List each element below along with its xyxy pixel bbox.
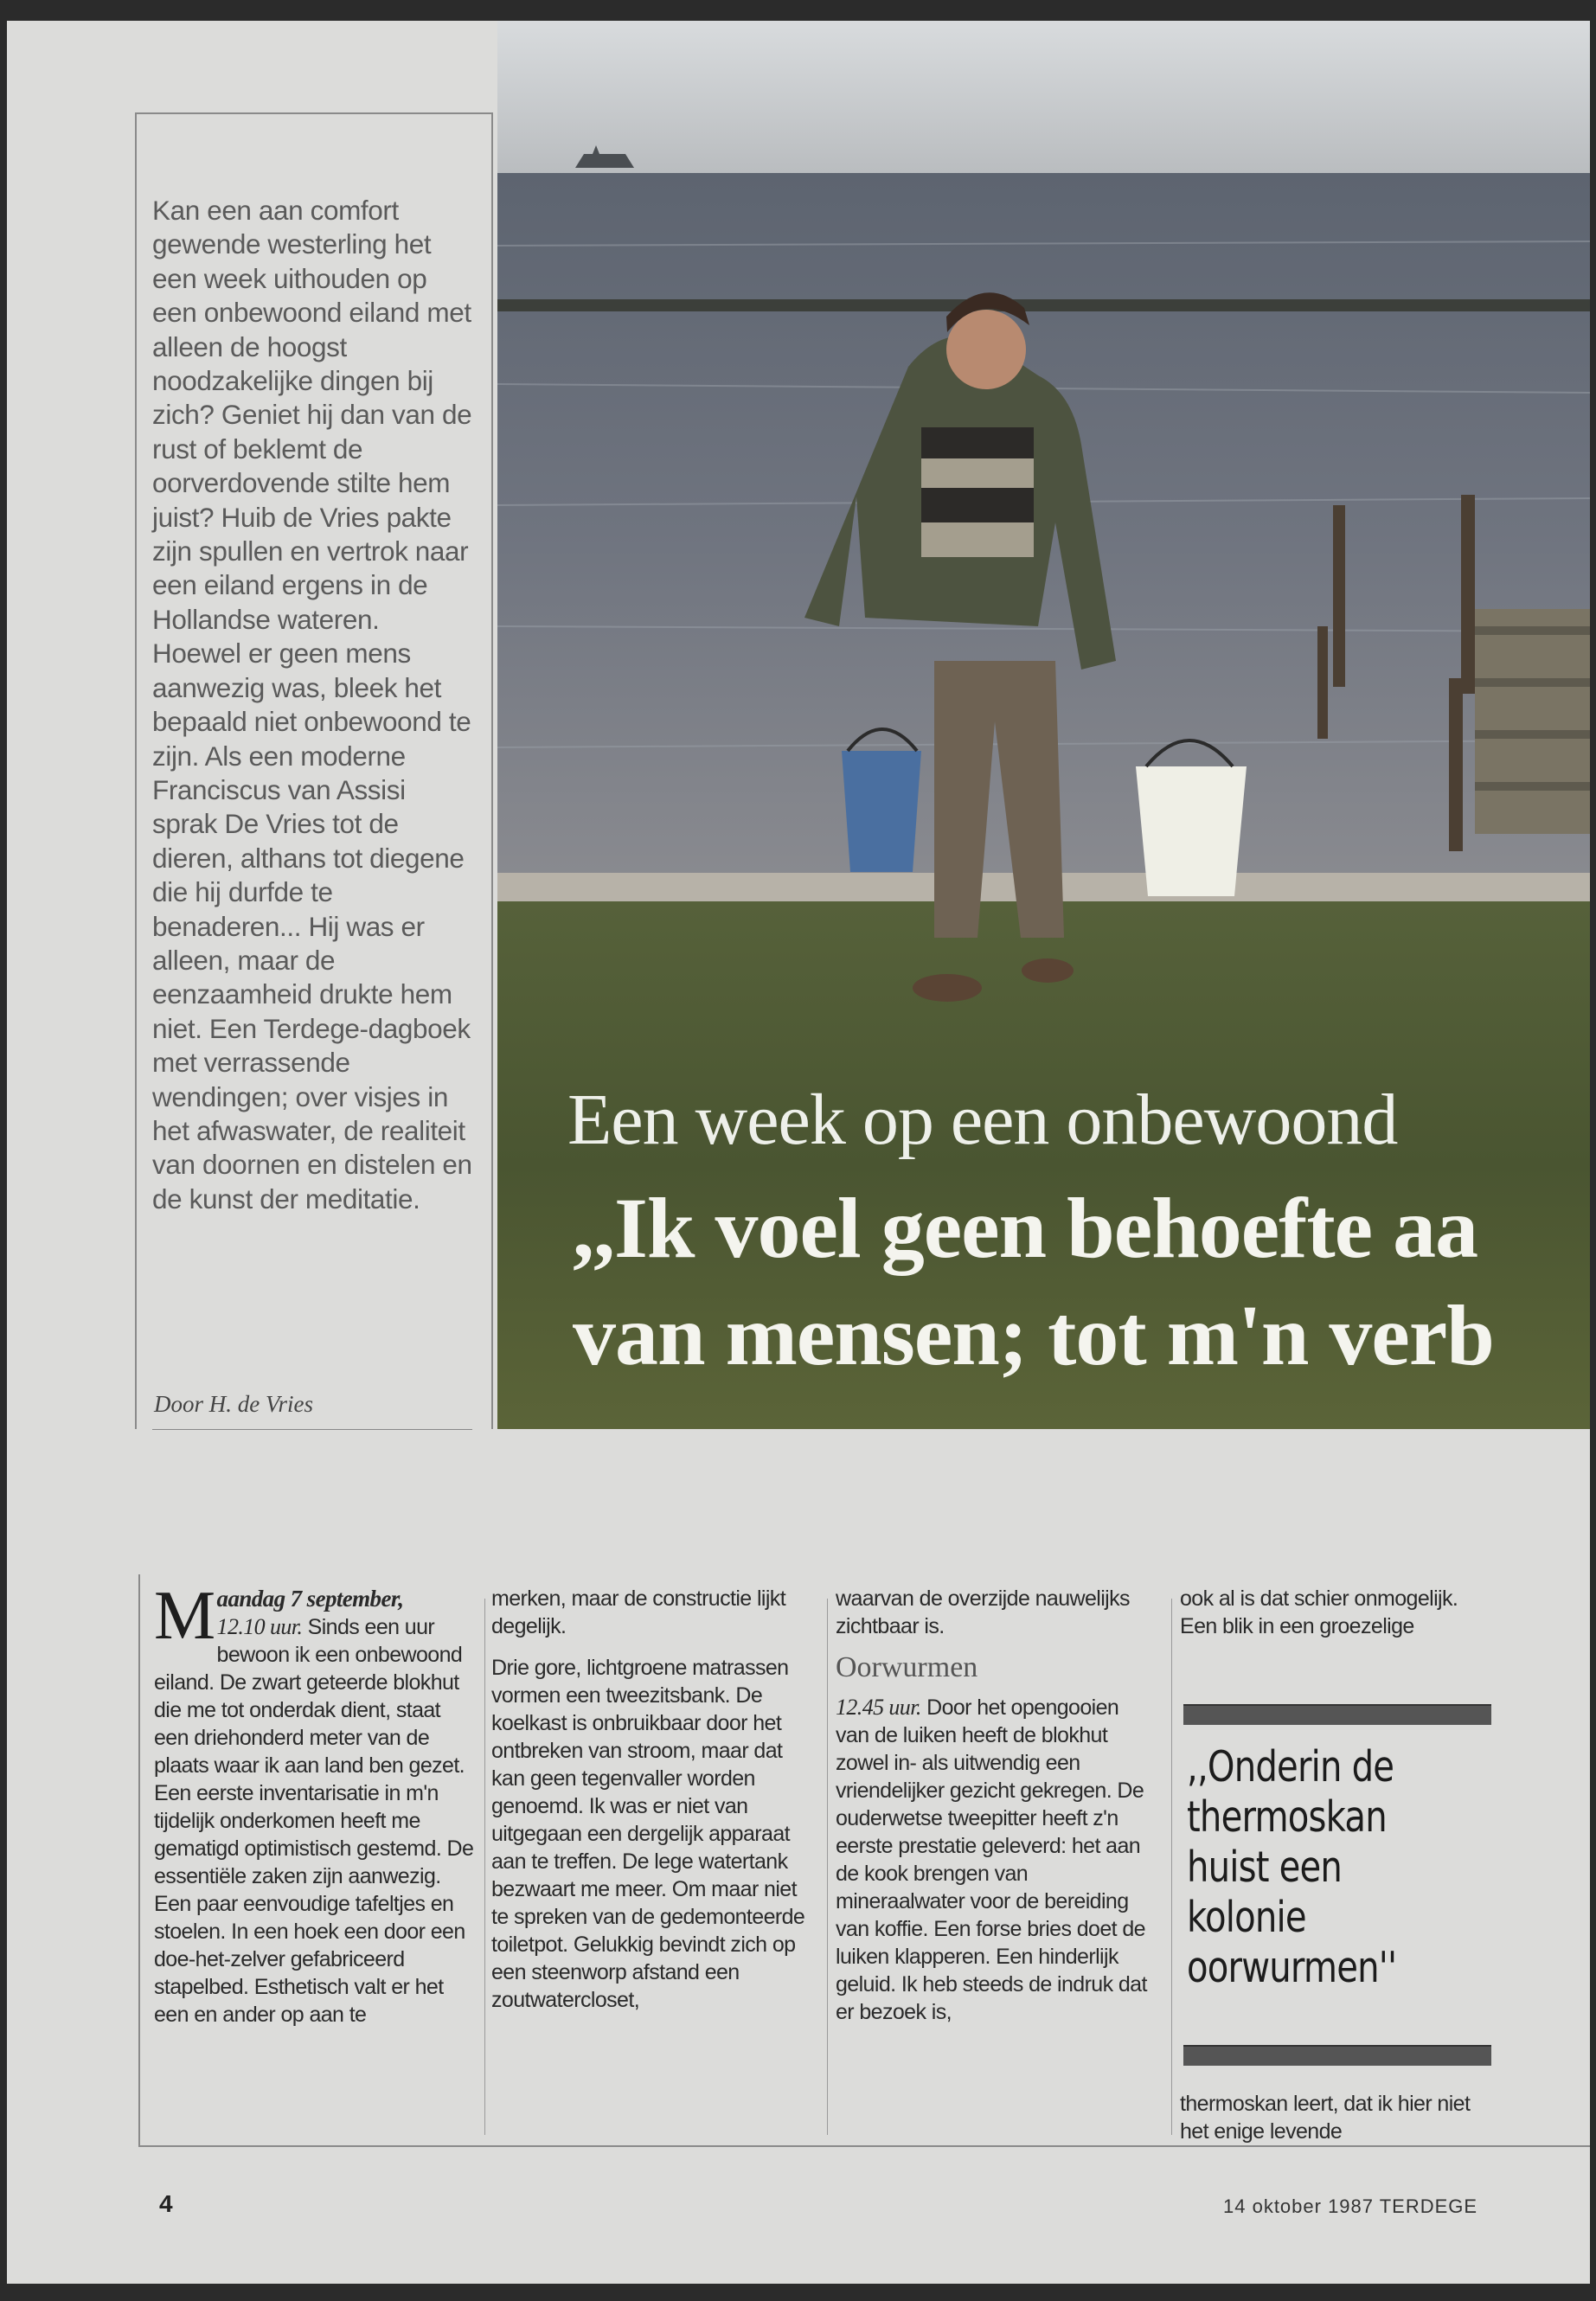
article-column-1 [154,1578,474,2029]
headline-line-2: ,,Ik voel geen behoefte aa [573,1180,1478,1276]
article-column-2 [491,1585,811,2028]
dateline: aandag 7 september, [216,1586,404,1612]
pullquote-bar-bottom [1183,2045,1491,2066]
pullquote-bar-top [1183,1704,1491,1725]
pullquote: ,,Onderin de thermoskan huist een kolonie oorwurmen'' [1187,1742,1397,1992]
byline-rule [152,1429,472,1430]
issue-line: 14 oktober 1987 TERDEGE [1223,2195,1478,2217]
section-subhead: Oorwurmen [836,1651,978,1683]
article-column-4 [1180,1585,1491,1640]
paragraph: Sinds een uur bewoon ik een onbewoond eiland. De zwart geteerde blokhut die me tot onderdak dient, staat een driehonderd meter van de plaats waar ik aan land ben gezet. Een eerste inventarisatie in m'n tijdelijk onderkomen heeft me gematigd optimistisch gestemd. De essentiële zaken zijn aanwezig. Een paar eenvoudige tafeltjes en stoelen. In een hoek een door een doe-het-zelver gefabriceerd stapelbed. Esthetisch valt er het een en ander op aan te [154,1615,474,2027]
paragraph: ook al is dat schier onmogelijk. [1180,1586,1458,1611]
byline: Door H. de Vries [154,1391,313,1417]
paragraph: Een blik in een groezelige [1180,1614,1414,1638]
paragraph: thermoskan leert, dat ik hier niet het enige levende [1180,2092,1471,2144]
headline-line-1: Een week op een onbewoond [567,1080,1398,1160]
column-rule [1171,1599,1172,2135]
paragraph: merken, maar de constructie lijkt degelijk. [491,1586,786,1638]
intro-text: Kan een aan comfort gewende westerling het een week uithouden op een onbewoond eiland met alleen de hoogst noodzakelijke dingen bij zich? Geniet hij dan van de rust of beklemt de oorverdovende stilte hem juist? Huib de Vries pakte zijn spullen en vertrok naar een eiland ergens in de Hollandse wateren. Hoewel er geen mens aanwezig was, bleek het bepaald niet onbewoond te zijn. Als een moderne Franciscus van Assisi sprak De Vries tot de dieren, althans tot diegene die hij durfde te benaderen... Hij was er alleen, maar de eenzaamheid drukte hem niet. Een Terdege-dagboek met verrassende wendingen; over visjes in het afwaswater, de realiteit van doornen en distelen en de kunst der meditatie. [152,195,472,1215]
time-stamp: 12.10 uur. [216,1614,303,1639]
headline-line-3: van mensen; tot m'n verb [573,1287,1494,1383]
paragraph: waarvan de overzijde nauwelijks zichtbaar is. [836,1586,1130,1638]
time-stamp: 12.45 uur. [836,1695,921,1720]
paragraph: Drie gore, lichtgroene matrassen vormen een tweezitsbank. De koelkast is onbruikbaar door het ontbreken van stroom, maar dat kan geen tegenvaller worden genoemd. Ik was er niet van uitgegaan een dergelijk apparaat aan te treffen. De lege watertank bezwaart me meer. Om maar niet te spreken van de gedemonteerde toiletpot. Gelukkig bevindt zich op een steenworp afstand een zoutwatercloset, [491,1656,805,2012]
column-rule [827,1599,828,2135]
drop-cap: M [154,1578,215,1654]
column-rule [484,1599,485,2135]
page-number: 4 [159,2190,173,2217]
magazine-page [7,21,1590,2284]
paragraph: Door het opengooien van de luiken heeft de blokhut zowel in- als uitwendig een vriendelijker gezicht gekregen. De ouderwetse tweepitter heeft z'n eerste prestatie geleverd: het aan de kook brengen van mineraalwater voor de bereiding van koffie. Een forse bries doet de luiken klapperen. Een hinderlijk geluid. Ik heb steeds de indruk dat er bezoek is, [836,1695,1147,2024]
article-column-3 [836,1585,1156,2040]
